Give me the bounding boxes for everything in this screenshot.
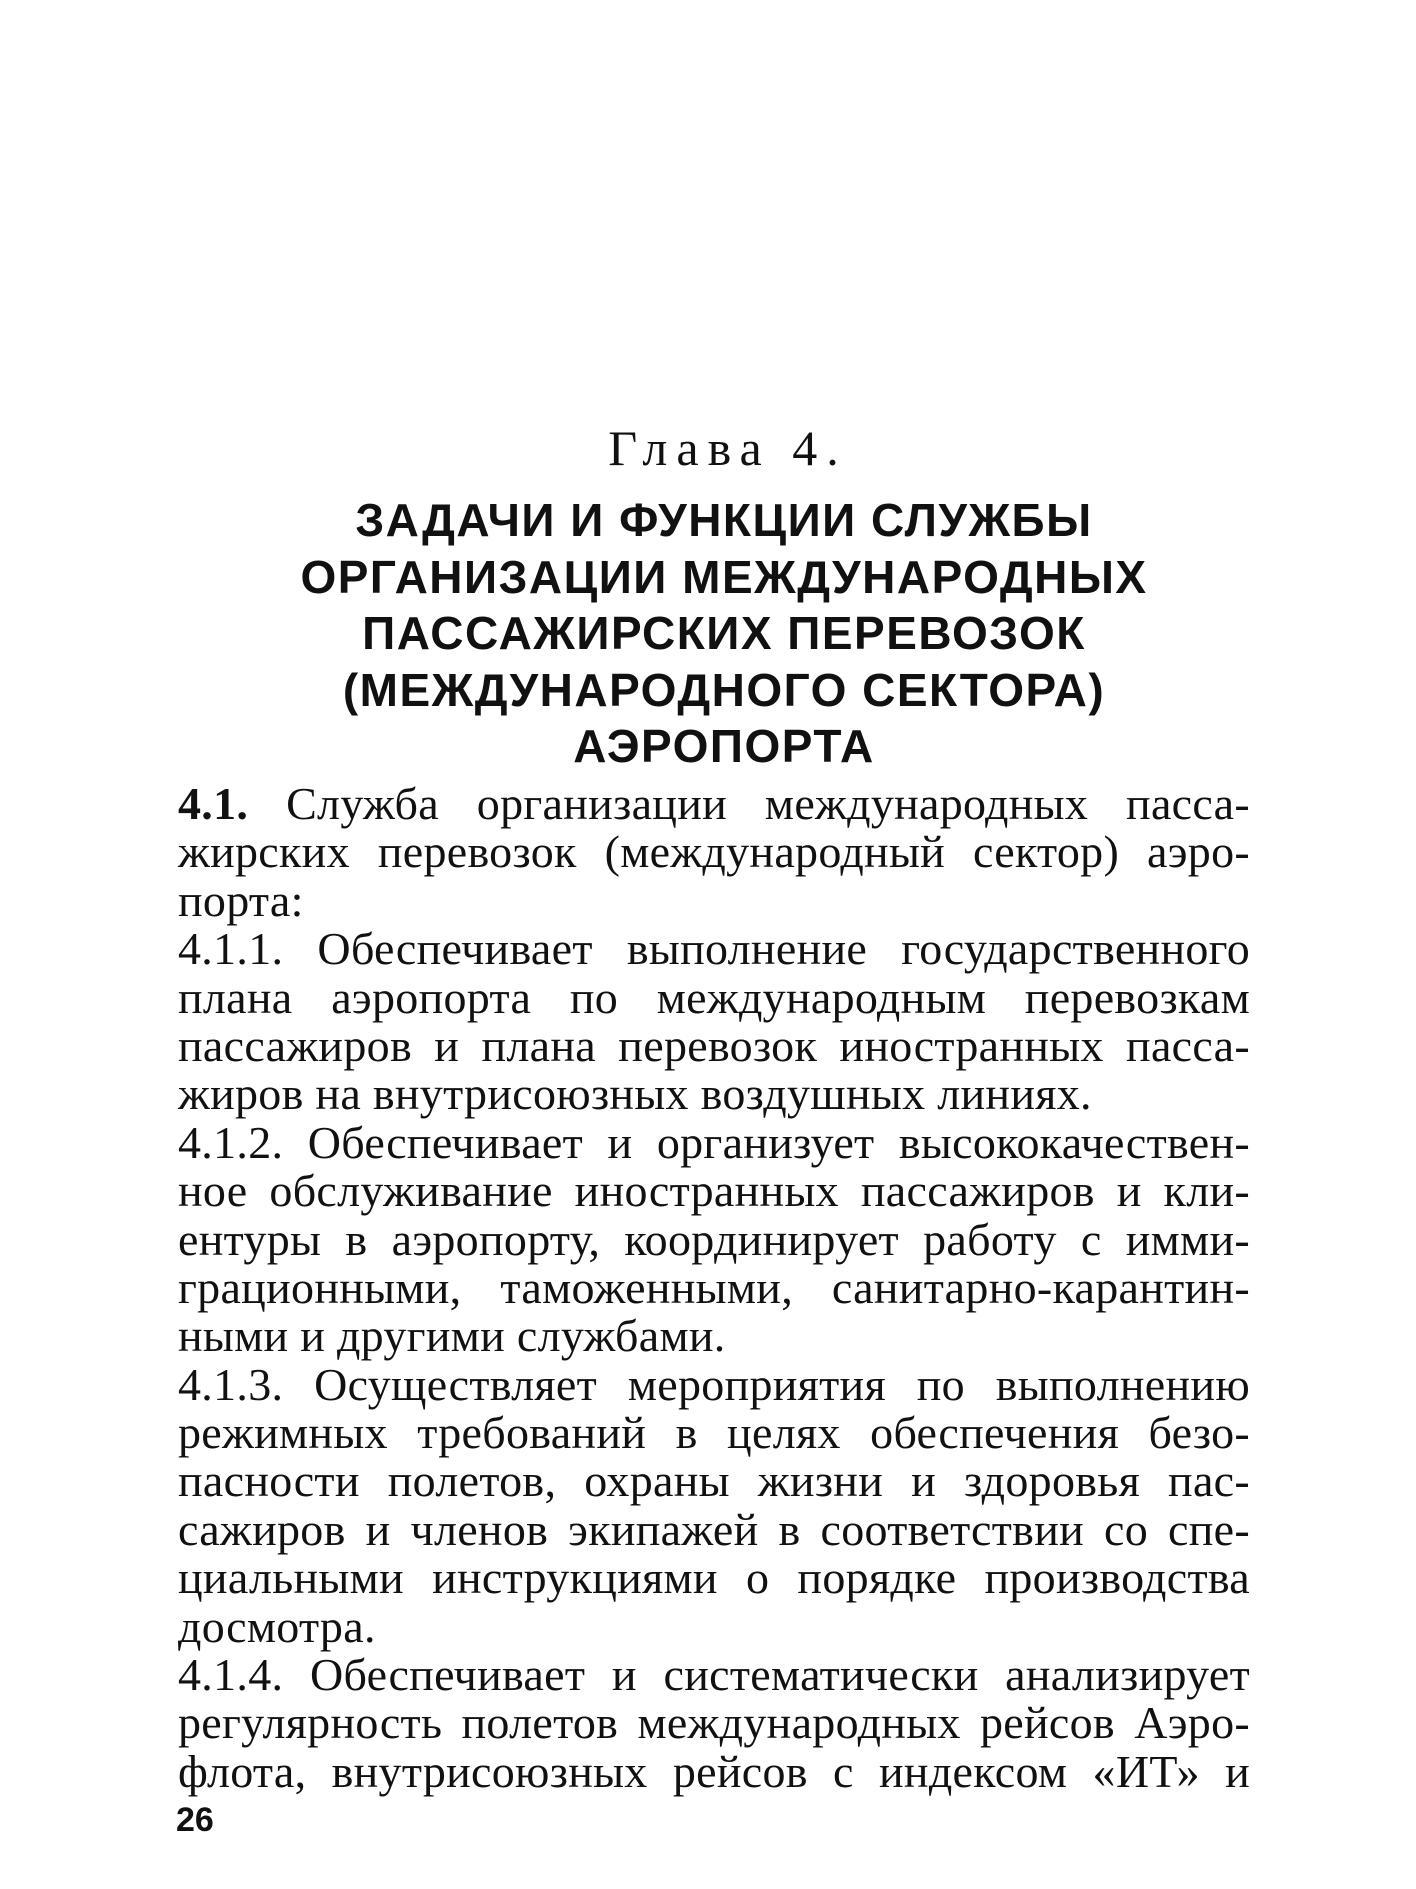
section-number: 4.1. [178,778,249,829]
text-line: флота, внутрисоюзных рейсов с индексом «ИТ» и [178,1745,1250,1797]
text-line: сажиров и членов экипажей в соответствии со спе- [178,1503,1250,1555]
text-line: 4.1.4. Обеспечивает и систематически анализирует [178,1649,1250,1701]
text-line: пасности полетов, охраны жизни и здоровья пас- [178,1455,1250,1507]
text-line: пассажиров и плана перевозок иностранных пасса- [178,1019,1250,1071]
item-4-1-1 [178,925,1250,1119]
text-line: 4.1.2. Обеспечивает и организует высококачествен- [178,1116,1250,1168]
chapter-heading [0,492,1416,775]
text-line: ное обслуживание иностранных пассажиров и кли- [178,1165,1250,1217]
heading-line: АЭРОПОРТА [573,720,875,772]
heading-line: (МЕЖДУНАРОДНОГО СЕКТОРА) [342,663,1106,716]
text-line: досмотра. [178,1600,376,1652]
text-line: жиров на внутрисоюзных воздушных линиях. [178,1068,1092,1120]
heading-line: ОРГАНИЗАЦИИ МЕЖДУНАРОДНЫХ [300,550,1148,603]
text-line: жирских перевозок (международный сектор) аэро- [178,826,1250,878]
heading-line: ПАССАЖИРСКИХ ПЕРЕВОЗОК [362,607,1086,659]
item-4-1-2 [178,1116,1250,1362]
text-line: регулярность полетов международных рейсов Аэро- [178,1697,1250,1749]
section-4-1 [178,780,1250,925]
body-text [178,780,1250,1796]
text-line: порта: [178,874,304,926]
chapter-label: Глава 4. [608,420,848,476]
text-line: ентуры в аэропорту, координирует работу с имми- [178,1213,1250,1265]
item-4-1-4 [178,1651,1250,1796]
text-line: 4.1. Служба организации международных пасса- [178,778,1250,829]
text-line: грационными, таможенными, санитарно-карантин- [178,1261,1250,1313]
text-line: ными и другими службами. [178,1310,726,1362]
text-line: плана аэропорта по международным перевозкам [178,971,1250,1023]
heading-line: ЗАДАЧИ И ФУНКЦИИ СЛУЖБЫ [355,494,1093,546]
item-4-1-3 [178,1358,1250,1652]
page-number: 26 [176,1801,214,1839]
text-line: 4.1.3. Осуществляет мероприятия по выполнению [178,1358,1250,1410]
text-line: режимных требований в целях обеспечения безо- [178,1407,1250,1459]
text-line: циальными инструкциями о порядке производства [178,1552,1250,1604]
text-line: 4.1.1. Обеспечивает выполнение государственного [178,923,1250,975]
